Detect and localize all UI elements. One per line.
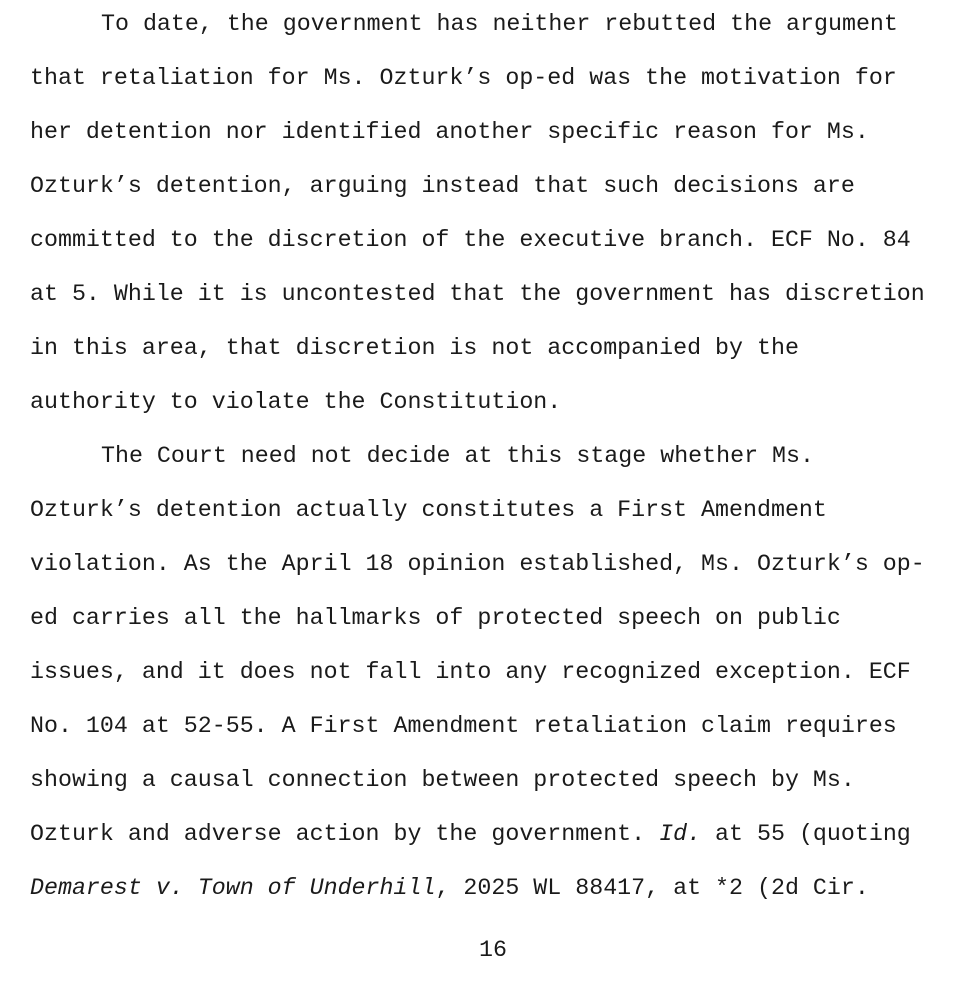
paragraph-1-line-8: authority to violate the Constitution.	[30, 389, 562, 415]
paragraph-2-line-7: showing a causal connection between protected speech by Ms.	[30, 767, 855, 793]
paragraph-2-line-3: violation. As the April 18 opinion established, Ms. Ozturk’s op-	[30, 551, 925, 577]
line-8-text-before: Ozturk and adverse action by the government.	[30, 821, 660, 847]
paragraph-1-line-3: her detention nor identified another specific reason for Ms.	[30, 119, 869, 145]
paragraph-1-line-5: committed to the discretion of the executive branch. ECF No. 84	[30, 227, 911, 253]
page-number: 16	[479, 937, 507, 963]
paragraph-1-line-1: To date, the government has neither rebutted the argument	[101, 11, 898, 37]
paragraph-2-line-6: No. 104 at 52-55. A First Amendment retaliation claim requires	[30, 713, 897, 739]
line-9-text-after: , 2025 WL 88417, at *2 (2d Cir.	[435, 875, 869, 901]
paragraph-1-line-2: that retaliation for Ms. Ozturk’s op-ed was the motivation for	[30, 65, 897, 91]
paragraph-2-line-1: The Court need not decide at this stage whether Ms.	[101, 443, 815, 469]
line-8-text-after: at 55 (quoting	[701, 821, 911, 847]
paragraph-1-line-7: in this area, that discretion is not accompanied by the	[30, 335, 799, 361]
paragraph-1-line-4: Ozturk’s detention, arguing instead that such decisions are	[30, 173, 855, 199]
paragraph-2-line-2: Ozturk’s detention actually constitutes a First Amendment	[30, 497, 827, 523]
paragraph-2-line-4: ed carries all the hallmarks of protected speech on public	[30, 605, 841, 631]
paragraph-2-line-9	[30, 874, 869, 902]
case-name-citation: Demarest v. Town of Underhill	[30, 875, 436, 901]
paragraph-2-line-5: issues, and it does not fall into any recognized exception. ECF	[30, 659, 911, 685]
paragraph-2-line-8	[30, 820, 911, 848]
id-citation: Id.	[659, 821, 702, 847]
paragraph-1-line-6: at 5. While it is uncontested that the government has discretion	[30, 281, 925, 307]
